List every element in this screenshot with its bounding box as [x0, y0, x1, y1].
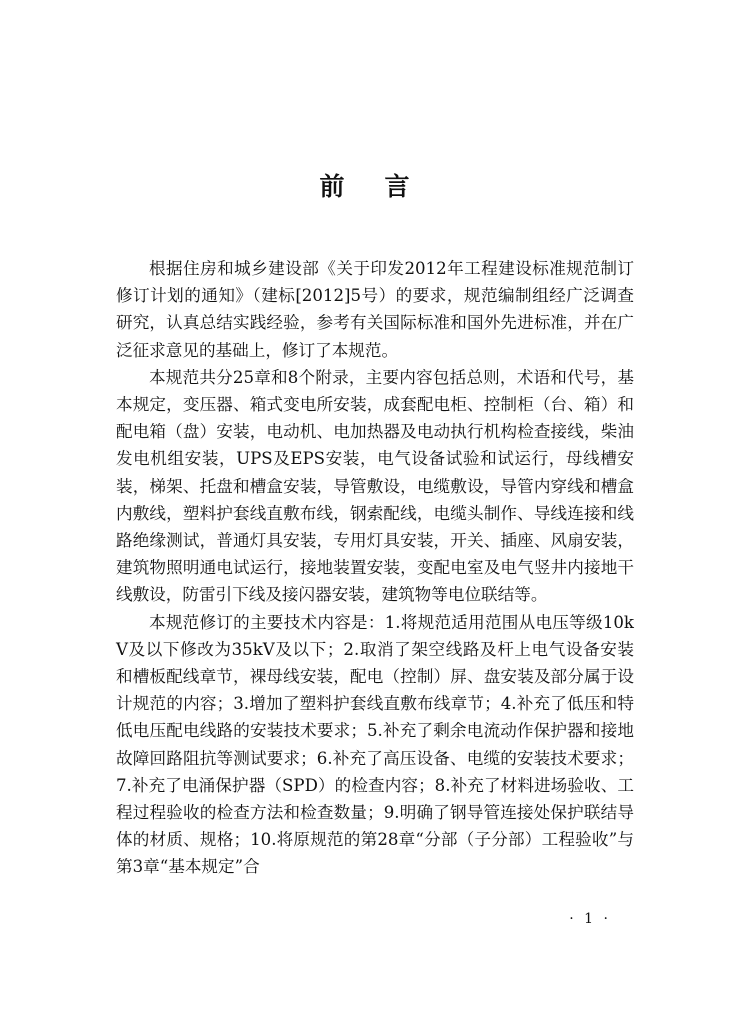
paragraph-basis: 根据住房和城乡建设部《关于印发2012年工程建设标准规范制订修订计划的通知》（建标[2012]5号）的要求，规范编制组经广泛调查研究，认真总结实践经验，参考有关国际标准和国外先进标准，并在广泛征求意见的基础上，修订了本规范。 [116, 259, 634, 360]
body-text [116, 255, 634, 881]
page-title: 前言 [319, 172, 450, 201]
paragraph-revisions: 本规范修订的主要技术内容是：1.将规范适用范围从电压等级10kV及以下修改为35kV及以下；2.取消了架空线路及杆上电气设备安装和槽板配线章节，裸母线安装，配电（控制）屏、盘安装及部分属于设计规范的内容；3.增加了塑料护套线直敷布线章节；4.补充了低压和特低电压配电线路的安装技术要求；5.补充了剩余电流动作保护器和接地故障回路阻抗等测试要求；6.补充了高压设备、电缆的安装技术要求；7.补充了电涌保护器（SPD）的检查内容；8.补充了材料进场验收、工程过程验收的检查方法和检查数量；9.明确了钢导管连接处保护联结导体的材质、规格；10.将原规范的第28章“分部（子分部）工程验收”与第3章“基本规定”合 [116, 612, 634, 877]
paragraph-contents: 本规范共分25章和8个附录，主要内容包括总则，术语和代号，基本规定，变压器、箱式变电所安装，成套配电柜、控制柜（台、箱）和配电箱（盘）安装，电动机、电加热器及电动执行机构检查接线，柴油发电机组安装，UPS及EPS安装，电气设备试验和试运行，母线槽安装，梯架、托盘和槽盒安装，导管敷设，电缆敷设，导管内穿线和槽盒内敷线，塑料护套线直敷布线，钢索配线，电缆头制作、导线连接和线路绝缘测试，普通灯具安装，专用灯具安装，开关、插座、风扇安装，建筑物照明通电试运行，接地装置安装，变配电室及电气竖井内接地干线敷设，防雷引下线及接闪器安装，建筑物等电位联结等。 [116, 367, 634, 605]
page-number: · 1 · [569, 911, 611, 927]
